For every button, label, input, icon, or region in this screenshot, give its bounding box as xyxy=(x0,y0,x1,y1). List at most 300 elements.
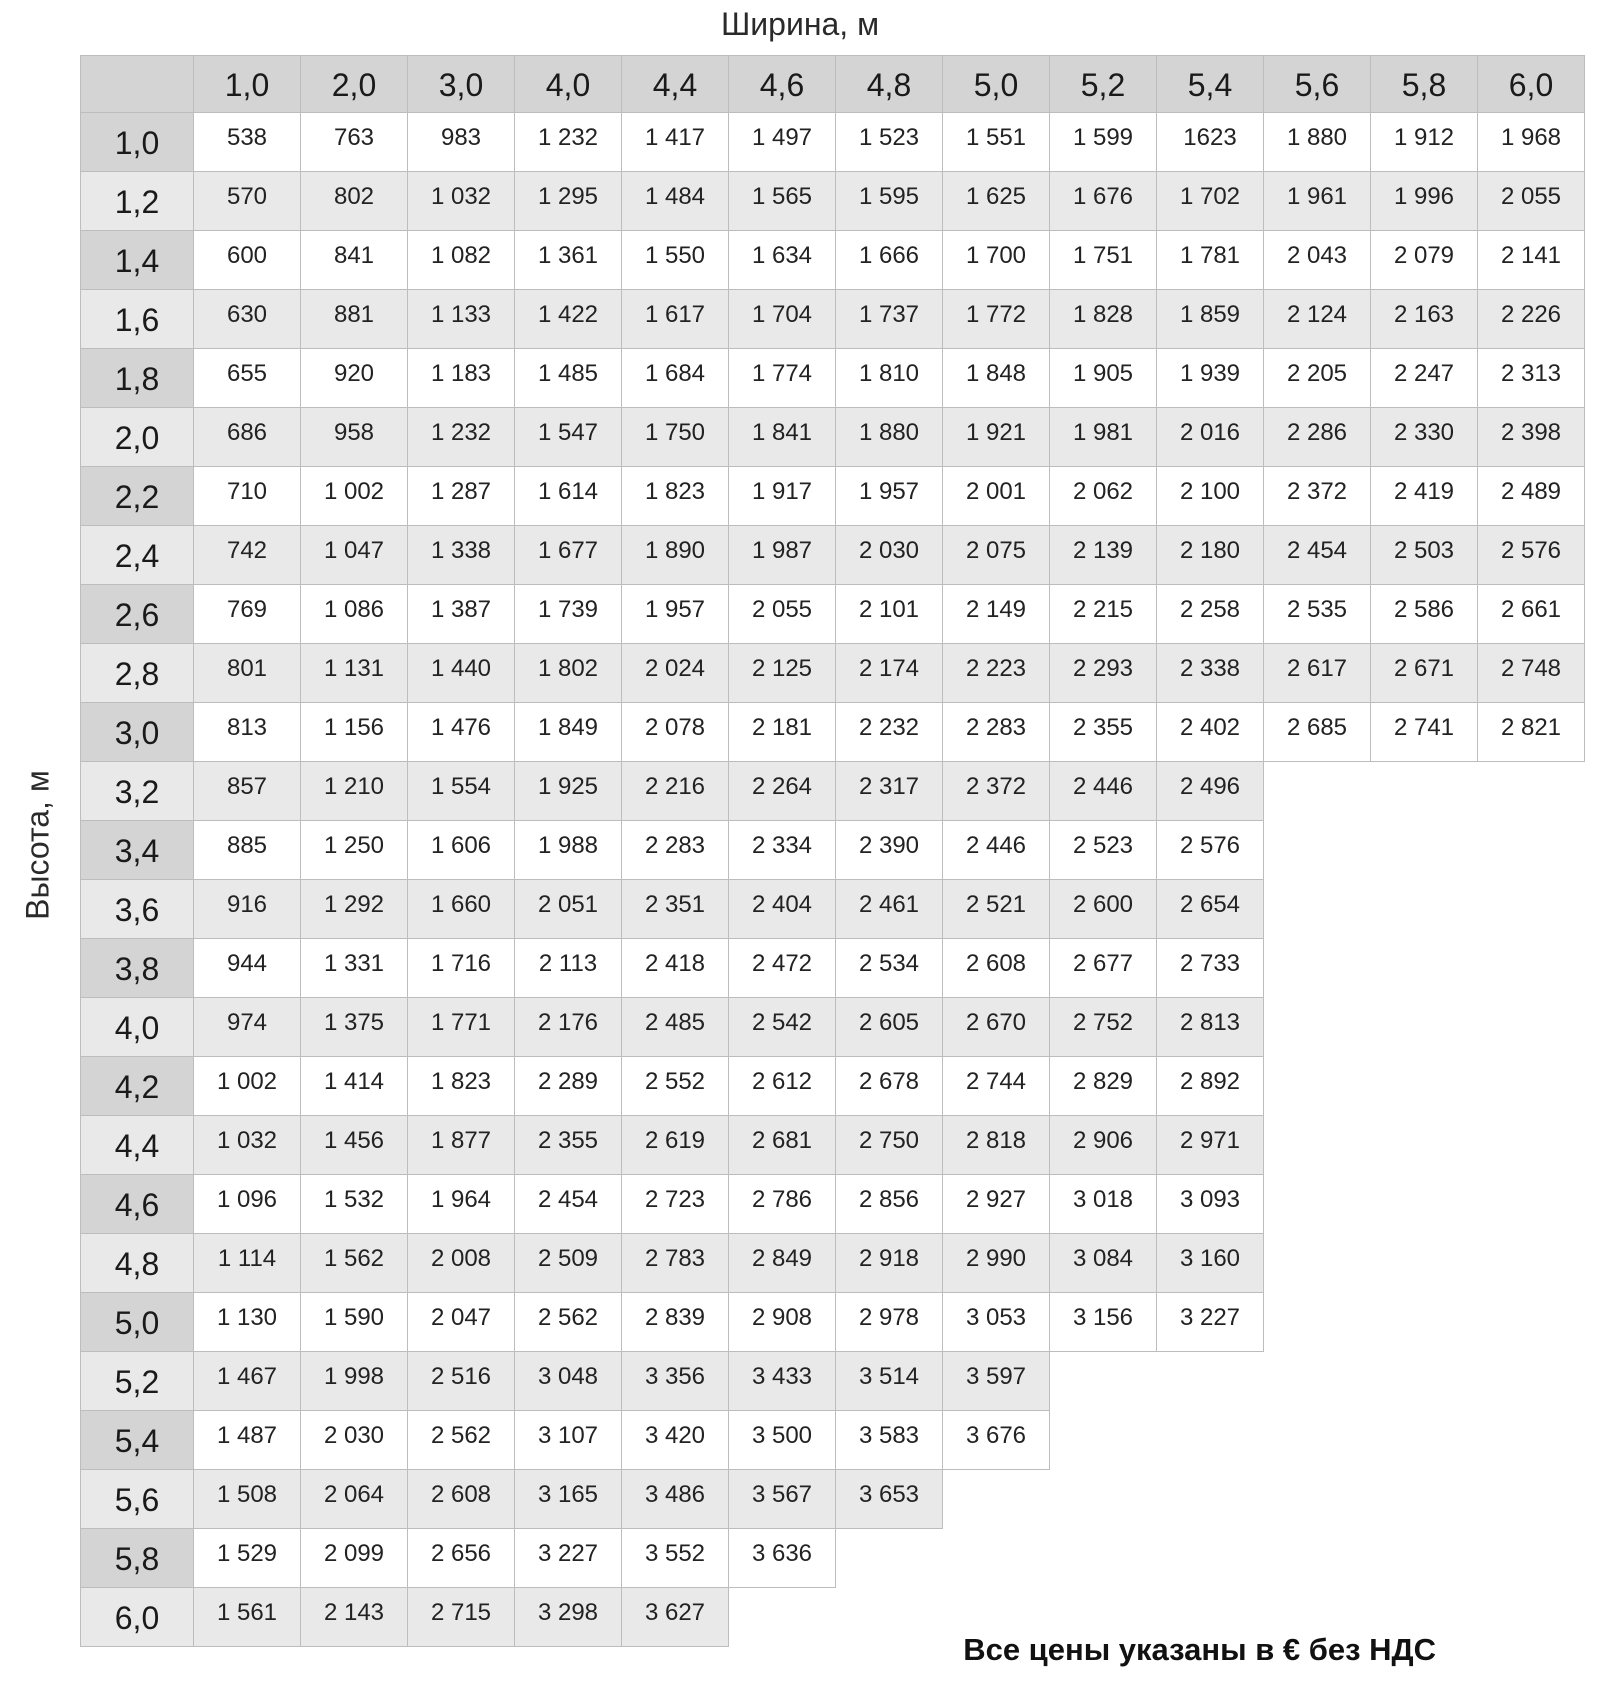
price-cell: 2 908 xyxy=(729,1293,836,1352)
price-cell: 2 786 xyxy=(729,1175,836,1234)
price-cell: 1 232 xyxy=(515,113,622,172)
price-cell: 1 684 xyxy=(622,349,729,408)
price-cell: 2 030 xyxy=(301,1411,408,1470)
price-cell: 1 961 xyxy=(1264,172,1371,231)
price-cell: 2 509 xyxy=(515,1234,622,1293)
price-cell: 2 055 xyxy=(1478,172,1585,231)
price-cell: 1 551 xyxy=(943,113,1050,172)
price-cell: 1 476 xyxy=(408,703,515,762)
price-cell: 2 001 xyxy=(943,467,1050,526)
price-cell: 655 xyxy=(194,349,301,408)
width-header: 4,4 xyxy=(622,55,729,113)
price-cell: 2 744 xyxy=(943,1057,1050,1116)
width-header: 5,2 xyxy=(1050,55,1157,113)
price-cell: 1 599 xyxy=(1050,113,1157,172)
height-header: 1,2 xyxy=(80,172,194,231)
price-cell: 1 338 xyxy=(408,526,515,585)
price-cell: 2 334 xyxy=(729,821,836,880)
price-cell: 2 681 xyxy=(729,1116,836,1175)
price-cell: 881 xyxy=(301,290,408,349)
width-header: 5,6 xyxy=(1264,55,1371,113)
price-cell: 2 055 xyxy=(729,585,836,644)
width-header: 4,6 xyxy=(729,55,836,113)
width-header: 4,0 xyxy=(515,55,622,113)
price-cell: 2 990 xyxy=(943,1234,1050,1293)
price-cell: 857 xyxy=(194,762,301,821)
price-cell: 2 461 xyxy=(836,880,943,939)
price-cell: 2 978 xyxy=(836,1293,943,1352)
price-cell: 813 xyxy=(194,703,301,762)
price-cell: 2 313 xyxy=(1478,349,1585,408)
height-header: 2,6 xyxy=(80,585,194,644)
price-cell: 2 062 xyxy=(1050,467,1157,526)
price-cell: 1 841 xyxy=(729,408,836,467)
price-cell: 2 489 xyxy=(1478,467,1585,526)
price-cell: 538 xyxy=(194,113,301,172)
price-cell: 2 113 xyxy=(515,939,622,998)
price-cell: 2 454 xyxy=(1264,526,1371,585)
height-header: 2,4 xyxy=(80,526,194,585)
price-cell: 2 535 xyxy=(1264,585,1371,644)
price-cell: 2 101 xyxy=(836,585,943,644)
price-cell: 1 375 xyxy=(301,998,408,1057)
price-cell: 2 064 xyxy=(301,1470,408,1529)
price-cell: 1 467 xyxy=(194,1352,301,1411)
price-cell: 3 156 xyxy=(1050,1293,1157,1352)
price-cell: 841 xyxy=(301,231,408,290)
price-cell: 1 422 xyxy=(515,290,622,349)
price-cell: 1 704 xyxy=(729,290,836,349)
price-cell: 1 925 xyxy=(515,762,622,821)
price-cell: 1 890 xyxy=(622,526,729,585)
price-cell: 2 856 xyxy=(836,1175,943,1234)
price-cell: 1 361 xyxy=(515,231,622,290)
price-cell: 2 099 xyxy=(301,1529,408,1588)
height-header: 4,0 xyxy=(80,998,194,1057)
price-cell: 2 552 xyxy=(622,1057,729,1116)
price-cell: 3 420 xyxy=(622,1411,729,1470)
price-cell: 1623 xyxy=(1157,113,1264,172)
price-cell: 1 848 xyxy=(943,349,1050,408)
price-cell: 2 542 xyxy=(729,998,836,1057)
price-cell: 2 892 xyxy=(1157,1057,1264,1116)
price-cell: 801 xyxy=(194,644,301,703)
price-cell: 1 565 xyxy=(729,172,836,231)
price-cell: 3 053 xyxy=(943,1293,1050,1352)
price-cell: 1 414 xyxy=(301,1057,408,1116)
price-cell: 2 008 xyxy=(408,1234,515,1293)
price-cell: 3 107 xyxy=(515,1411,622,1470)
price-cell: 2 016 xyxy=(1157,408,1264,467)
price-cell: 1 859 xyxy=(1157,290,1264,349)
width-header: 1,0 xyxy=(194,55,301,113)
height-header: 3,4 xyxy=(80,821,194,880)
price-cell: 1 561 xyxy=(194,1588,301,1647)
price-cell: 2 971 xyxy=(1157,1116,1264,1175)
price-cell: 1 292 xyxy=(301,880,408,939)
price-cell: 1 751 xyxy=(1050,231,1157,290)
height-header: 1,6 xyxy=(80,290,194,349)
height-header: 4,6 xyxy=(80,1175,194,1234)
price-cell: 2 163 xyxy=(1371,290,1478,349)
price-cell: 1 562 xyxy=(301,1234,408,1293)
price-cell: 2 750 xyxy=(836,1116,943,1175)
price-cell: 2 748 xyxy=(1478,644,1585,703)
width-header: 5,4 xyxy=(1157,55,1264,113)
price-cell: 2 372 xyxy=(943,762,1050,821)
width-header: 5,8 xyxy=(1371,55,1478,113)
price-cell: 3 165 xyxy=(515,1470,622,1529)
price-cell: 2 783 xyxy=(622,1234,729,1293)
price-cell: 1 082 xyxy=(408,231,515,290)
price-cell: 1 523 xyxy=(836,113,943,172)
price-cell: 1 921 xyxy=(943,408,1050,467)
price-cell: 2 247 xyxy=(1371,349,1478,408)
price-cell: 2 562 xyxy=(515,1293,622,1352)
price-cell: 2 125 xyxy=(729,644,836,703)
price-cell: 2 608 xyxy=(943,939,1050,998)
price-cell: 885 xyxy=(194,821,301,880)
price-cell: 1 133 xyxy=(408,290,515,349)
price-cell: 1 032 xyxy=(408,172,515,231)
price-cell: 2 286 xyxy=(1264,408,1371,467)
price-cell: 1 529 xyxy=(194,1529,301,1588)
height-header: 2,8 xyxy=(80,644,194,703)
price-cell: 2 051 xyxy=(515,880,622,939)
price-cell: 2 398 xyxy=(1478,408,1585,467)
price-cell: 710 xyxy=(194,467,301,526)
price-cell: 2 390 xyxy=(836,821,943,880)
price-cell: 1 880 xyxy=(836,408,943,467)
price-cell: 2 283 xyxy=(943,703,1050,762)
price-cell: 2 661 xyxy=(1478,585,1585,644)
price-cell: 1 964 xyxy=(408,1175,515,1234)
price-cell: 2 818 xyxy=(943,1116,1050,1175)
price-cell: 3 160 xyxy=(1157,1234,1264,1293)
price-cell: 1 880 xyxy=(1264,113,1371,172)
price-cell: 3 514 xyxy=(836,1352,943,1411)
price-cell: 1 547 xyxy=(515,408,622,467)
price-cell: 1 086 xyxy=(301,585,408,644)
price-cell: 1 002 xyxy=(194,1057,301,1116)
price-cell: 2 226 xyxy=(1478,290,1585,349)
vat-note: Все цены указаны в € без НДС xyxy=(963,1632,1436,1667)
height-header: 3,0 xyxy=(80,703,194,762)
price-cell: 1 739 xyxy=(515,585,622,644)
price-cell: 3 636 xyxy=(729,1529,836,1588)
price-cell: 2 149 xyxy=(943,585,1050,644)
price-cell: 2 671 xyxy=(1371,644,1478,703)
price-cell: 1 096 xyxy=(194,1175,301,1234)
price-cell: 2 232 xyxy=(836,703,943,762)
height-axis-label: Высота, м xyxy=(19,770,56,920)
price-cell: 1 387 xyxy=(408,585,515,644)
price-cell: 983 xyxy=(408,113,515,172)
price-cell: 1 606 xyxy=(408,821,515,880)
price-cell: 2 813 xyxy=(1157,998,1264,1057)
price-cell: 1 287 xyxy=(408,467,515,526)
width-axis-label: Ширина, м xyxy=(720,6,880,42)
price-cell: 2 289 xyxy=(515,1057,622,1116)
price-cell: 3 583 xyxy=(836,1411,943,1470)
price-cell: 2 612 xyxy=(729,1057,836,1116)
price-cell: 1 823 xyxy=(408,1057,515,1116)
price-cell: 1 250 xyxy=(301,821,408,880)
price-cell: 763 xyxy=(301,113,408,172)
price-cell: 1 485 xyxy=(515,349,622,408)
price-cell: 3 227 xyxy=(1157,1293,1264,1352)
price-cell: 2 351 xyxy=(622,880,729,939)
price-cell: 2 355 xyxy=(1050,703,1157,762)
height-header: 3,6 xyxy=(80,880,194,939)
price-cell: 2 075 xyxy=(943,526,1050,585)
price-cell: 3 048 xyxy=(515,1352,622,1411)
price-cell: 3 500 xyxy=(729,1411,836,1470)
price-cell: 1 849 xyxy=(515,703,622,762)
price-cell: 2 752 xyxy=(1050,998,1157,1057)
price-cell: 2 839 xyxy=(622,1293,729,1352)
price-cell: 2 283 xyxy=(622,821,729,880)
price-cell: 1 877 xyxy=(408,1116,515,1175)
price-cell: 1 047 xyxy=(301,526,408,585)
price-cell: 3 597 xyxy=(943,1352,1050,1411)
price-cell: 1 676 xyxy=(1050,172,1157,231)
price-cell: 1 440 xyxy=(408,644,515,703)
height-header: 5,8 xyxy=(80,1529,194,1588)
price-cell: 1 595 xyxy=(836,172,943,231)
price-cell: 920 xyxy=(301,349,408,408)
price-cell: 686 xyxy=(194,408,301,467)
price-cell: 2 849 xyxy=(729,1234,836,1293)
price-cell: 2 180 xyxy=(1157,526,1264,585)
price-cell: 1 331 xyxy=(301,939,408,998)
price-cell: 2 446 xyxy=(1050,762,1157,821)
price-cell: 1 232 xyxy=(408,408,515,467)
price-cell: 2 454 xyxy=(515,1175,622,1234)
price-cell: 2 534 xyxy=(836,939,943,998)
price-cell: 2 141 xyxy=(1478,231,1585,290)
price-cell: 2 404 xyxy=(729,880,836,939)
width-header: 3,0 xyxy=(408,55,515,113)
price-cell: 2 176 xyxy=(515,998,622,1057)
price-cell: 3 676 xyxy=(943,1411,1050,1470)
price-cell: 2 656 xyxy=(408,1529,515,1588)
price-cell: 1 988 xyxy=(515,821,622,880)
height-header: 4,4 xyxy=(80,1116,194,1175)
price-cell: 1 114 xyxy=(194,1234,301,1293)
price-cell: 2 906 xyxy=(1050,1116,1157,1175)
height-header: 1,0 xyxy=(80,113,194,172)
price-cell: 1 823 xyxy=(622,467,729,526)
price-cell: 916 xyxy=(194,880,301,939)
price-cell: 3 653 xyxy=(836,1470,943,1529)
height-header: 5,0 xyxy=(80,1293,194,1352)
price-cell: 1 183 xyxy=(408,349,515,408)
price-cell: 2 419 xyxy=(1371,467,1478,526)
price-cell: 2 927 xyxy=(943,1175,1050,1234)
price-cell: 1 484 xyxy=(622,172,729,231)
price-cell: 2 174 xyxy=(836,644,943,703)
price-cell: 1 996 xyxy=(1371,172,1478,231)
price-cell: 2 124 xyxy=(1264,290,1371,349)
price-cell: 2 503 xyxy=(1371,526,1478,585)
price-cell: 944 xyxy=(194,939,301,998)
price-cell: 1 666 xyxy=(836,231,943,290)
price-cell: 570 xyxy=(194,172,301,231)
price-cell: 1 912 xyxy=(1371,113,1478,172)
price-cell: 2 223 xyxy=(943,644,1050,703)
width-header: 5,0 xyxy=(943,55,1050,113)
price-cell: 2 139 xyxy=(1050,526,1157,585)
price-cell: 2 605 xyxy=(836,998,943,1057)
price-cell: 1 002 xyxy=(301,467,408,526)
price-cell: 2 715 xyxy=(408,1588,515,1647)
price-cell: 1 771 xyxy=(408,998,515,1057)
price-cell: 2 030 xyxy=(836,526,943,585)
price-cell: 2 418 xyxy=(622,939,729,998)
price-cell: 2 608 xyxy=(408,1470,515,1529)
price-cell: 2 670 xyxy=(943,998,1050,1057)
price-cell: 1 456 xyxy=(301,1116,408,1175)
price-cell: 3 356 xyxy=(622,1352,729,1411)
height-header: 2,2 xyxy=(80,467,194,526)
price-cell: 1 677 xyxy=(515,526,622,585)
price-cell: 1 998 xyxy=(301,1352,408,1411)
price-cell: 1 550 xyxy=(622,231,729,290)
width-header: 2,0 xyxy=(301,55,408,113)
price-cell: 1 625 xyxy=(943,172,1050,231)
price-cell: 2 654 xyxy=(1157,880,1264,939)
price-cell: 1 981 xyxy=(1050,408,1157,467)
price-cell: 1 810 xyxy=(836,349,943,408)
price-cell: 2 600 xyxy=(1050,880,1157,939)
price-cell: 2 741 xyxy=(1371,703,1478,762)
price-cell: 1 532 xyxy=(301,1175,408,1234)
price-cell: 630 xyxy=(194,290,301,349)
table-corner xyxy=(80,55,194,113)
price-cell: 2 446 xyxy=(943,821,1050,880)
price-cell: 2 677 xyxy=(1050,939,1157,998)
price-cell: 2 338 xyxy=(1157,644,1264,703)
price-cell: 1 554 xyxy=(408,762,515,821)
price-cell: 2 024 xyxy=(622,644,729,703)
width-header: 6,0 xyxy=(1478,55,1585,113)
price-cell: 2 047 xyxy=(408,1293,515,1352)
price-cell: 2 523 xyxy=(1050,821,1157,880)
price-cell: 2 617 xyxy=(1264,644,1371,703)
price-cell: 2 205 xyxy=(1264,349,1371,408)
price-cell: 1 772 xyxy=(943,290,1050,349)
price-cell: 2 733 xyxy=(1157,939,1264,998)
price-cell: 3 227 xyxy=(515,1529,622,1588)
price-cell: 1 590 xyxy=(301,1293,408,1352)
height-header: 5,4 xyxy=(80,1411,194,1470)
price-cell: 1 508 xyxy=(194,1470,301,1529)
price-cell: 958 xyxy=(301,408,408,467)
price-cell: 2 918 xyxy=(836,1234,943,1293)
price-cell: 1 905 xyxy=(1050,349,1157,408)
price-cell: 1 781 xyxy=(1157,231,1264,290)
height-header: 5,6 xyxy=(80,1470,194,1529)
height-header: 4,2 xyxy=(80,1057,194,1116)
price-cell: 1 716 xyxy=(408,939,515,998)
price-cell: 1 660 xyxy=(408,880,515,939)
price-cell: 2 317 xyxy=(836,762,943,821)
price-cell: 974 xyxy=(194,998,301,1057)
price-cell: 1 617 xyxy=(622,290,729,349)
price-cell: 2 330 xyxy=(1371,408,1478,467)
price-cell: 2 678 xyxy=(836,1057,943,1116)
height-header: 3,2 xyxy=(80,762,194,821)
price-cell: 2 264 xyxy=(729,762,836,821)
price-cell: 3 093 xyxy=(1157,1175,1264,1234)
height-header: 4,8 xyxy=(80,1234,194,1293)
price-cell: 1 774 xyxy=(729,349,836,408)
price-cell: 1 417 xyxy=(622,113,729,172)
price-cell: 1 802 xyxy=(515,644,622,703)
height-header: 5,2 xyxy=(80,1352,194,1411)
price-cell: 3 298 xyxy=(515,1588,622,1647)
price-cell: 1 737 xyxy=(836,290,943,349)
price-cell: 2 496 xyxy=(1157,762,1264,821)
height-header: 6,0 xyxy=(80,1588,194,1647)
height-header: 2,0 xyxy=(80,408,194,467)
price-cell: 2 078 xyxy=(622,703,729,762)
price-cell: 2 485 xyxy=(622,998,729,1057)
price-cell: 3 552 xyxy=(622,1529,729,1588)
price-cell: 2 576 xyxy=(1157,821,1264,880)
price-cell: 1 156 xyxy=(301,703,408,762)
price-cell: 2 181 xyxy=(729,703,836,762)
price-cell: 1 700 xyxy=(943,231,1050,290)
price-cell: 1 487 xyxy=(194,1411,301,1470)
price-cell: 1 702 xyxy=(1157,172,1264,231)
width-header: 4,8 xyxy=(836,55,943,113)
price-cell: 2 355 xyxy=(515,1116,622,1175)
price-cell: 1 634 xyxy=(729,231,836,290)
price-cell: 3 084 xyxy=(1050,1234,1157,1293)
price-cell: 2 821 xyxy=(1478,703,1585,762)
price-cell: 2 619 xyxy=(622,1116,729,1175)
price-cell: 2 586 xyxy=(1371,585,1478,644)
price-cell: 1 614 xyxy=(515,467,622,526)
price-table xyxy=(80,55,1577,1635)
price-cell: 742 xyxy=(194,526,301,585)
price-cell: 2 372 xyxy=(1264,467,1371,526)
price-cell: 3 433 xyxy=(729,1352,836,1411)
price-cell: 769 xyxy=(194,585,301,644)
price-cell: 1 750 xyxy=(622,408,729,467)
price-cell: 1 939 xyxy=(1157,349,1264,408)
price-cell: 2 472 xyxy=(729,939,836,998)
price-cell: 2 043 xyxy=(1264,231,1371,290)
price-cell: 2 100 xyxy=(1157,467,1264,526)
price-cell: 2 258 xyxy=(1157,585,1264,644)
price-cell: 2 685 xyxy=(1264,703,1371,762)
price-cell: 3 627 xyxy=(622,1588,729,1647)
price-cell: 3 567 xyxy=(729,1470,836,1529)
height-header: 1,8 xyxy=(80,349,194,408)
price-cell: 2 079 xyxy=(1371,231,1478,290)
price-cell: 1 295 xyxy=(515,172,622,231)
price-cell: 1 957 xyxy=(622,585,729,644)
price-cell: 1 210 xyxy=(301,762,408,821)
price-cell: 1 130 xyxy=(194,1293,301,1352)
price-cell: 1 032 xyxy=(194,1116,301,1175)
price-cell: 2 516 xyxy=(408,1352,515,1411)
price-cell: 1 917 xyxy=(729,467,836,526)
price-cell: 1 828 xyxy=(1050,290,1157,349)
